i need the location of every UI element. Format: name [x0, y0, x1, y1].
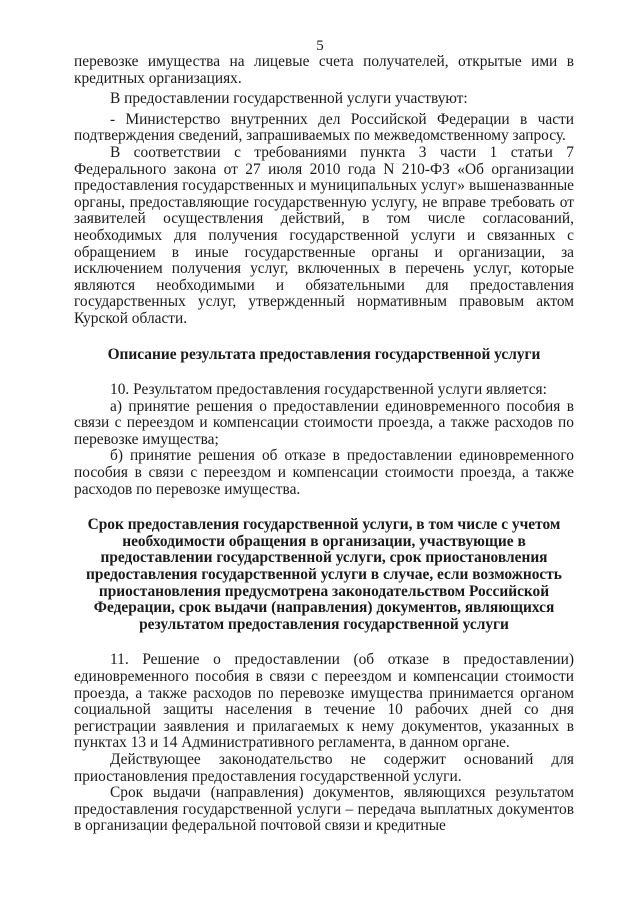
paragraph-no-suspension: Действующее законодательство не содержит оснований для приостановления предоставления государственной услуги.	[74, 750, 574, 785]
paragraph-participants-intro: В предоставлении государственной услуги участвуют:	[110, 90, 468, 108]
paragraph-item-10: 10. Результатом предоставления государственной услуги является:	[110, 381, 547, 399]
document-body	[74, 54, 574, 835]
page-number: 5	[316, 38, 324, 54]
paragraph-mvd: - Министерство внутренних дел Российской Федерации в части подтверждения сведений, запрашиваемых по межведомственному запросу.	[74, 110, 574, 145]
paragraph-item-10a: а) принятие решения о предоставлении единовременного пособия в связи с переездом и компенсации стоимости проезда, а также расходов по перевозке имущества;	[74, 397, 574, 448]
paragraph-continuation: перевозке имущества на лицевые счета получателей, открытые ими в кредитных организациях.	[74, 53, 574, 87]
section-heading-result: Описание результата предоставления государственной услуги	[107, 345, 541, 363]
section-heading-term: Срок предоставления государственной услуги, в том числе с учетом необходимости обращения в организации, участвующие в предоставлении государственной услуги, срок приостановления предоставления государственной услуги в случае, если возможность приостановления предусмотрена законодательством Российской Федерации, срок выдачи (направления) документов, являющихся результатом предоставления государственной услуги	[86, 516, 562, 633]
paragraph-issue-term: Срок выдачи (направления) документов, являющихся результатом предоставления государственной услуги – передача выплатных документов в организации федеральной почтовой связи и кредитные	[74, 784, 574, 835]
paragraph-item-11: 11. Решение о предоставлении (об отказе в предоставлении) единовременного пособия в связи с переездом и компенсации стоимости проезда, а также расходов по перевозке имущества принимается органом социальной защиты населения в течение 10 рабочих дней со дня регистрации заявления и прилагаемых к нему документов, указанных в пунктах 13 и 14 Административного регламента, в данном органе.	[74, 651, 574, 752]
paragraph-item-10b: б) принятие решения об отказе в предоставлении единовременного пособия в связи с переездом и компенсации стоимости проезда, а также расходов по перевозке имущества.	[74, 447, 574, 498]
paragraph-federal-law: В соответствии с требованиями пункта 3 части 1 статьи 7 Федерального закона от 27 июля 2010 года N 210-ФЗ «Об организации предоставления государственных и муниципальных услуг» вышеназванные органы, предоставляющие государственную услугу, не вправе требовать от заявителей осуществления действий, в том числе согласований, необходимых для получения государственной услуги и связанных с обращением в иные государственные органы и организации, за исключением получения услуг, включенных в перечень услуг, которые являются необходимыми и обязательными для предоставления государственных услуг, утвержденный нормативным правовым актом Курской области.	[74, 143, 574, 327]
